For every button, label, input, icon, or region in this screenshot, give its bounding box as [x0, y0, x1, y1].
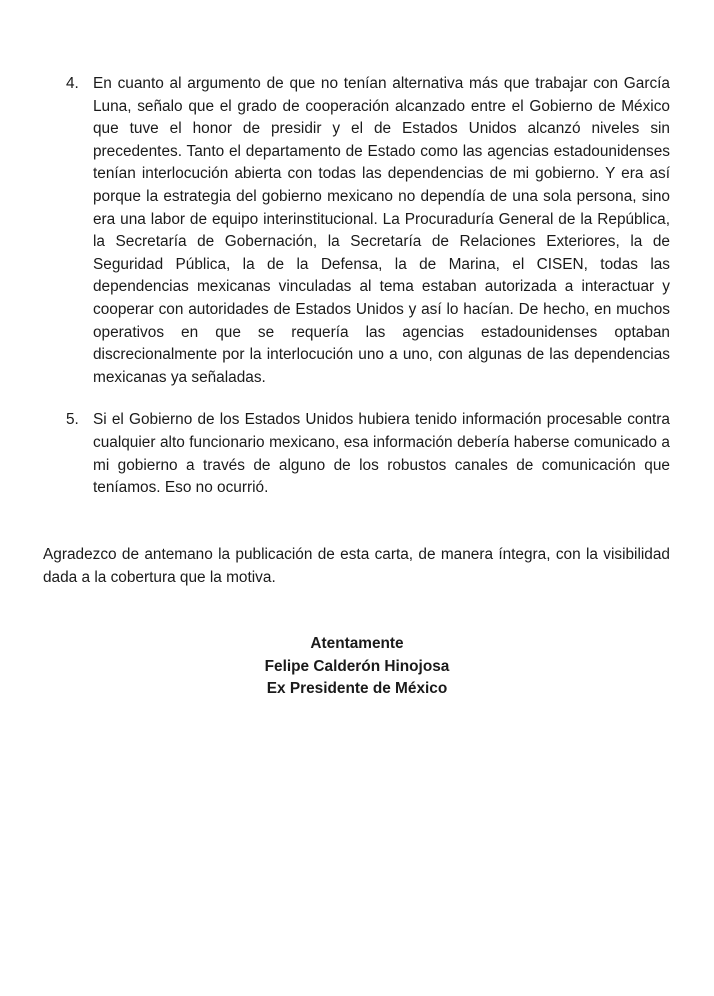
list-item-number: 5.: [66, 411, 79, 429]
signature-title: Ex Presidente de México: [266, 680, 448, 698]
list-item-text: En cuanto al argumento de que no tenían alternativa más que trabajar con García Luna, señalo que el grado de cooperación alcanzado entre el Gobierno de México que tuve el honor de presidir y el de Estados Unidos alcanzó niveles sin precedentes. Tanto el departamento de Estado como las agencias estadounidenses tenían interlocución abierta con todas las dependencias de mi gobierno. Y era así porque la estrategia del gobierno mexicano no dependía de una sola persona, sino era una labor de equipo interinstitucional. La Procuraduría General de la República, la Secretaría de Gobernación, la Secretaría de Relaciones Exteriores, la de Seguridad Pública, la de la Defensa, la de Marina, el CISEN, todas las dependencias mexicanas vinculadas al tema estaban autorizada a interactuar y cooperar con autoridades de Estados Unidos y así lo hacían. De hecho, en muchos operativos en que se requería las agencias estadounidenses optaban discrecionalmente por la interlocución uno a uno, con algunas de las dependencias mexicanas ya señaladas.: [93, 75, 670, 386]
signature-name: Felipe Calderón Hinojosa: [264, 657, 450, 675]
list-item-text: Si el Gobierno de los Estados Unidos hubiera tenido información procesable contra cualquier alto funcionario mexicano, esa información debería haberse comunicado a mi gobierno a través de alguno de los robustos canales de comunicación que teníamos. Eso no ocurrió.: [93, 411, 670, 497]
numbered-list: [0, 73, 714, 520]
signature-block: [0, 633, 714, 701]
signature-salutation: Atentamente: [310, 635, 404, 652]
list-item-number: 4.: [66, 75, 79, 92]
closing-paragraph: Agradezco de antemano la publicación de esta carta, de manera íntegra, con la visibilidad dada a la cobertura que la motiva.: [43, 546, 670, 586]
list-item: [0, 73, 714, 389]
list-item: [0, 409, 714, 499]
